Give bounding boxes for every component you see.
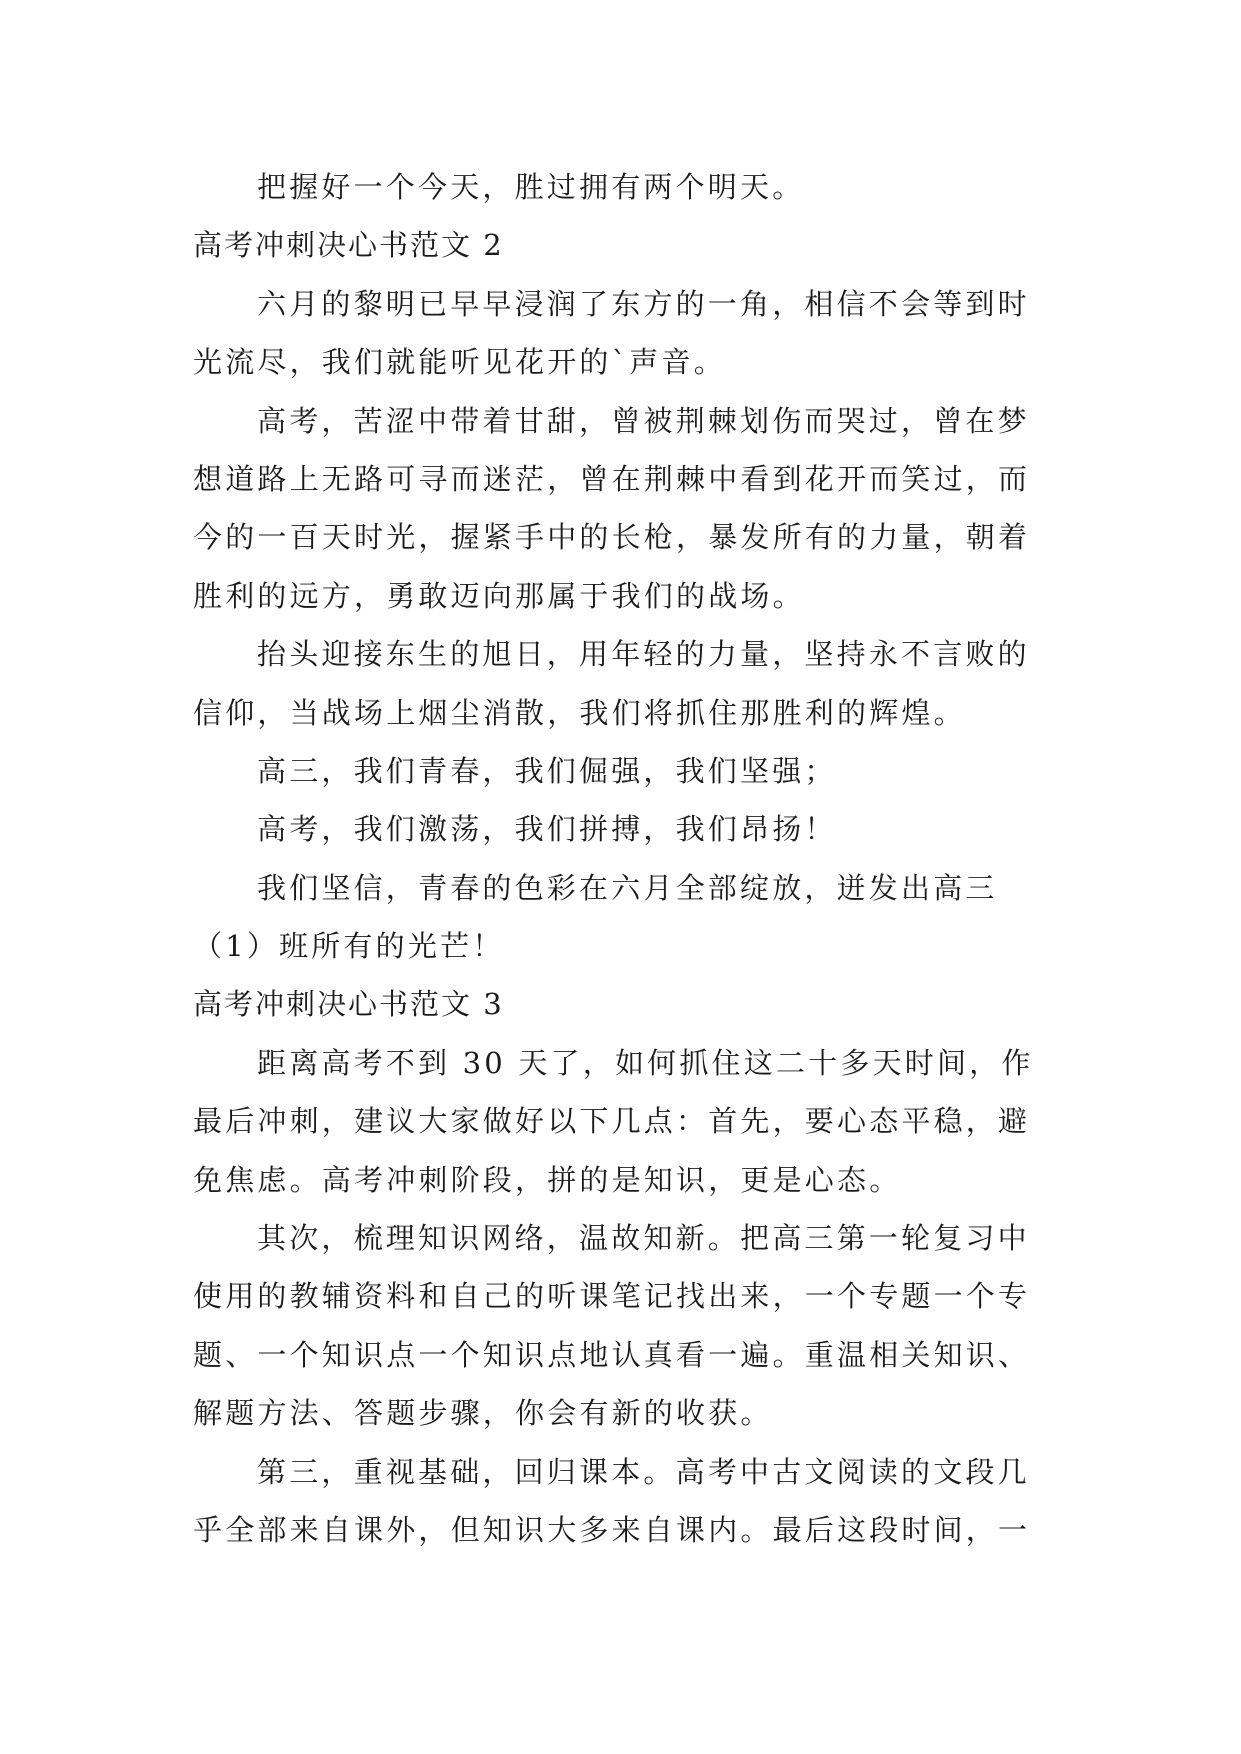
paragraph-line: 今的一百天时光，握紧手中的长枪，暴发所有的力量，朝着 (193, 520, 1031, 555)
paragraph-line: 信仰，当战场上烟尘消散，我们将抓住那胜利的辉煌。 (193, 695, 966, 730)
paragraph-line: 免焦虑。高考冲刺阶段，拼的是知识，更是心态。 (193, 1162, 902, 1197)
paragraph-line: 其次，梳理知识网络，温故知新。把高三第一轮复习中 (257, 1221, 1030, 1256)
paragraph-line: 高考，苦涩中带着甘甜，曾被荆棘划伤而哭过，曾在梦 (257, 403, 1030, 438)
paragraph-line: 我们坚信，青春的色彩在六月全部绽放，迸发出高三 (257, 870, 998, 905)
paragraph-line: 距离高考不到 30 天了，如何抓住这二十多天时间，作 (257, 1045, 1034, 1080)
paragraph-line: 题、一个知识点一个知识点地认真看一遍。重温相关知识、 (193, 1337, 1031, 1372)
paragraph-line: 把握好一个今天，胜过拥有两个明天。 (257, 170, 805, 204)
paragraph-line: 乎全部来自课外，但知识大多来自课内。最后这段时间，一 (193, 1512, 1031, 1547)
paragraph-line: 抬头迎接东生的旭日，用年轻的力量，坚持永不言败的 (257, 637, 1030, 672)
paragraph-line: 最后冲刺，建议大家做好以下几点：首先，要心态平稳，避 (193, 1104, 1031, 1139)
paragraph-line: 光流尽，我们就能听见花开的`声音。 (193, 345, 726, 380)
document-body (193, 158, 1073, 1559)
section-heading: 高考冲刺决心书范文 3 (193, 987, 504, 1022)
paragraph-line: 胜利的远方，勇敢迈向那属于我们的战场。 (193, 578, 805, 613)
paragraph-line: 使用的教辅资料和自己的听课笔记找出来，一个专题一个专 (193, 1279, 1031, 1314)
paragraph-line: 第三，重视基础，回归课本。高考中古文阅读的文段几 (257, 1454, 1030, 1489)
paragraph-line: 解题方法、答题步骤，你会有新的收获。 (193, 1396, 773, 1431)
paragraph-line: 高三，我们青春，我们倔强，我们坚强； (257, 753, 837, 788)
section-heading: 高考冲刺决心书范文 2 (193, 228, 504, 263)
paragraph-line: 高考，我们激荡，我们拼搏，我们昂扬！ (257, 812, 837, 847)
paragraph-line: （1）班所有的光芒！ (193, 929, 505, 964)
paragraph-line: 六月的黎明已早早浸润了东方的一角，相信不会等到时 (257, 286, 1030, 321)
paragraph-line: 想道路上无路可寻而迷茫，曾在荆棘中看到花开而笑过，而 (193, 461, 1031, 496)
